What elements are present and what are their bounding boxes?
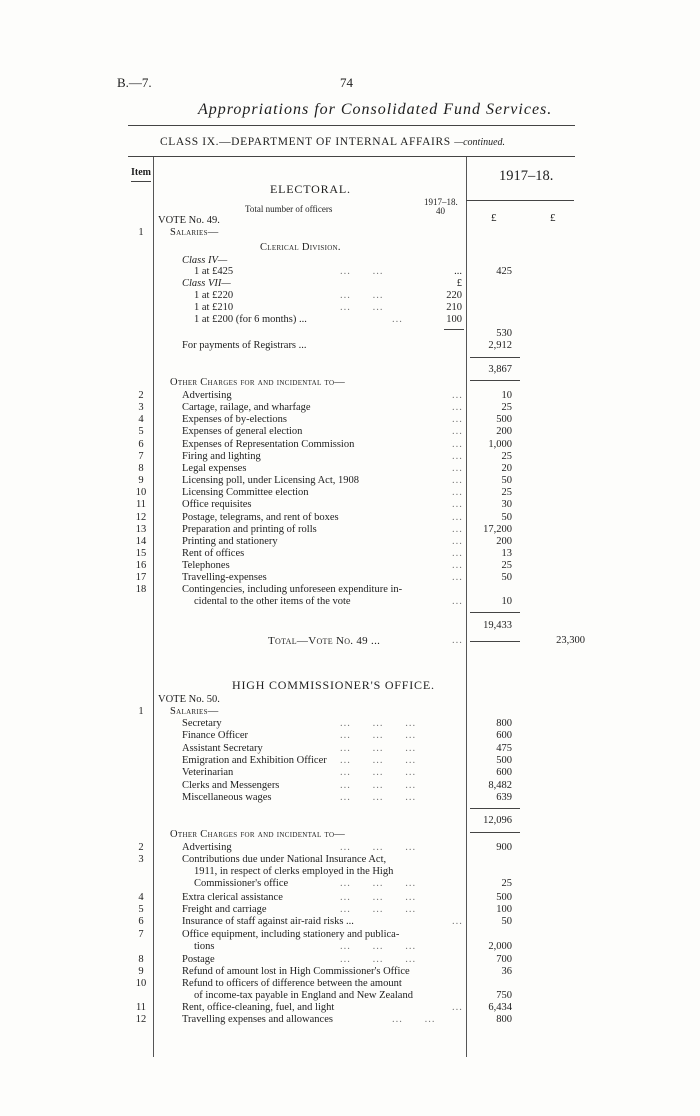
item-number: 2 [138,842,144,853]
officers-label: Total number of officers [245,204,333,214]
charge-row [0,512,700,524]
row-amount: 100 [496,904,512,915]
item-number: 1 [138,227,144,238]
leader-dots: ... [452,499,463,511]
salary-row [0,730,700,742]
class-vii-label: Class VII— [182,278,231,289]
row-desc: 1911, in respect of clerks employed in the High [194,866,394,877]
row-amount: 425 [496,266,512,277]
rule-header [128,156,575,157]
row-desc: Rent of offices [182,547,245,559]
item-number: 17 [135,572,147,584]
charge-row [0,560,700,572]
row-desc: Expenses of by-elections [182,414,287,426]
item-number: 5 [138,904,144,915]
item-number: 15 [135,547,147,559]
leader-dots: ... [392,314,403,325]
row-desc: 1 at £220 [194,290,234,301]
item-number: 18 [135,584,147,595]
row-amount: 800 [496,718,512,729]
charge-row [0,916,700,928]
row-desc: Freight and carriage [182,904,267,915]
section-title-high-commissioner: HIGH COMMISSIONER'S OFFICE. [232,678,435,692]
row-amount: 50 [501,916,512,927]
item-number: 6 [138,916,144,927]
item-number: 13 [135,523,147,535]
row-desc: Printing and stationery [182,535,278,547]
charge-row [0,929,700,941]
leader-dots: ... ... [340,266,384,277]
item-column-header: Item [131,167,151,178]
leader-dots: ... [452,596,463,607]
charge-row [0,1014,700,1026]
clerical-division-label: Clerical Division. [260,242,341,253]
charge-row [0,463,700,475]
salary-row [0,743,700,755]
row-desc: Legal expenses [182,462,247,474]
subtotal-amount: 3,867 [488,364,512,375]
row-desc: Refund of amount lost in High Commissioner's Office [182,966,410,977]
leader-dots: ... ... ... [340,878,417,889]
row-amount: 30 [501,499,512,511]
row-desc: Clerks and Messengers [182,779,280,791]
other-charges-label: Other Charges for and incidental to— [170,829,346,840]
leader-dots: ... ... ... [340,904,417,915]
leader-dots: ... [452,438,463,450]
row-desc: Miscellaneous wages [182,791,272,803]
pound-header-b: £ [550,212,556,224]
leader-dots: ... [452,390,463,401]
leader-dots: ... [452,402,463,414]
subtotal-amount: 12,096 [483,815,512,826]
item-number: 8 [138,954,144,965]
salaries-heading [0,227,700,239]
row-amount: 600 [496,730,512,742]
row-amount: 50 [501,572,512,584]
salary-row [0,780,700,792]
row-desc: tions [194,941,215,952]
row-desc: Licensing Committee election [182,487,309,499]
charge-row [0,1002,700,1014]
item-number: 9 [138,966,144,977]
row-desc: Contingencies, including unforeseen expenditure in- [182,584,403,595]
total-label: Total—Vote No. 49 ... [268,635,381,647]
row-amount: 500 [496,892,512,903]
row-amount: 200 [496,535,512,547]
row-amount: 50 [501,475,512,487]
leader-dots: ... [452,523,463,535]
salary-row [0,755,700,767]
row-desc: Travelling-expenses [182,572,267,584]
year-header-rule [466,200,574,201]
item-number: 12 [135,1014,147,1025]
charge-row-continuation [0,941,700,953]
row-amount: 25 [501,560,512,572]
row-amount: 475 [496,742,512,754]
row-sub: ... [454,266,462,277]
row-desc: Contributions due under National Insurance Act, [182,854,387,865]
item-number: 10 [135,487,147,499]
vote-49-label: VOTE No. 49. [158,215,220,226]
row-desc: Firing and lighting [182,450,261,462]
class-heading-text: CLASS IX.—DEPARTMENT OF INTERNAL AFFAIRS [160,136,451,148]
salaries-label: Salaries— [170,227,219,238]
total-amount: 23,300 [556,635,585,646]
document-reference: B.—7. [117,75,152,90]
charge-row [0,451,700,463]
row-desc: Advertising [182,842,232,853]
subtotal-amount: 19,433 [483,620,512,631]
leader-dots: ... ... ... [340,842,417,853]
row-amount: 700 [496,954,512,965]
row-desc: Preparation and printing of rolls [182,523,317,535]
leader-dots: ... ... ... [340,892,417,903]
subtotal-12096-row [0,815,700,827]
row-amount: 50 [501,511,512,523]
registrars-row [0,340,700,352]
row-sub: 210 [446,302,462,313]
leader-dots: ... [452,462,463,474]
subtotal-rule [470,808,520,809]
leader-dots: ... ... ... [340,767,417,779]
leader-dots: ... ... ... [340,791,417,803]
charge-row [0,954,700,966]
charge-row [0,892,700,904]
leader-dots: ... ... [340,290,384,301]
row-desc: Advertising [182,390,232,401]
charge-row [0,548,700,560]
charge-row [0,904,700,916]
row-amount: 8,482 [488,779,512,791]
charge-row [0,402,700,414]
year-column-header: 1917–18. [499,168,554,184]
charge-row [0,390,700,402]
row-amount: 10 [501,390,512,401]
item-number: 4 [138,892,144,903]
row-desc: cidental to the other items of the vote [194,596,351,607]
leader-dots: ... [452,572,463,584]
leader-dots: ... [452,560,463,572]
item-number: 5 [138,426,144,438]
row-amount: 200 [496,426,512,438]
officers-year: 1917–18. [424,197,458,207]
charge-row-continuation [0,596,700,608]
charge-row [0,524,700,536]
subtotal-530-row [0,328,700,340]
vote-49-heading [0,215,700,227]
charge-row [0,536,700,548]
row-desc: Telephones [182,560,230,572]
row-desc: 1 at £210 [194,302,234,313]
rule-top [128,125,575,126]
row-desc: Extra clerical assistance [182,892,283,903]
subtotal-3867-row [0,364,700,376]
row-amount: 25 [501,487,512,499]
leader-dots: ... ... ... [340,742,417,754]
leader-dots: ... [452,635,463,646]
row-amount: 800 [496,1014,512,1025]
row-desc: Emigration and Exhibition Officer [182,754,327,766]
other-charges-heading [0,829,700,841]
row-desc: Secretary [182,718,222,729]
item-number: 1 [138,706,144,717]
row-desc: Refund to officers of difference between the amount [182,978,402,989]
row-sub: 220 [446,290,462,301]
class-heading [160,136,505,148]
row-desc: Expenses of general election [182,426,303,438]
pound-sign: £ [456,278,462,289]
salary-row [0,767,700,779]
row-desc: Cartage, railage, and wharfage [182,402,311,414]
subtotal-19433-row [0,620,700,632]
row-desc: 1 at £425 [194,266,234,277]
charge-row [0,499,700,511]
row-amount: 10 [501,596,512,607]
charge-row [0,439,700,451]
charge-row [0,966,700,978]
item-number: 11 [135,499,147,511]
row-desc: Postage [182,954,215,965]
row-amount: 500 [496,754,512,766]
row-desc: Office requisites [182,499,252,511]
row-desc: Postage, telegrams, and rent of boxes [182,511,339,523]
row-desc: Finance Officer [182,730,248,742]
row-desc: of income-tax payable in England and New Zealand [194,990,413,1001]
item-number: 4 [138,414,144,426]
row-desc: Travelling expenses and allowances [182,1014,333,1025]
leader-dots: ... ... ... [340,754,417,766]
row-amount: 500 [496,414,512,426]
row-desc: Licensing poll, under Licensing Act, 1908 [182,475,360,487]
row-amount: 25 [501,878,512,889]
charge-row [0,584,700,596]
row-amount: 639 [496,791,512,803]
leader-dots: ... [452,547,463,559]
row-amount: 20 [501,462,512,474]
row-desc: For payments of Registrars ... [182,340,307,351]
item-number: 11 [135,1002,147,1013]
row-amount: 25 [501,402,512,414]
row-amount: 750 [496,990,512,1001]
class-vii-heading [0,278,700,290]
salaries-label: Salaries— [170,706,219,717]
leader-dots: ... [452,916,463,927]
row-desc: Commissioner's office [194,878,289,889]
charge-row [0,426,700,438]
row-desc: 1 at £200 (for 6 months) ... [194,314,307,325]
charge-row [0,487,700,499]
leader-dots: ... [452,1002,463,1013]
vote-50-label: VOTE No. 50. [158,694,220,705]
total-rule [470,641,520,642]
charge-row [0,854,700,866]
salary-row-210 [0,302,700,314]
section-title-electoral: ELECTORAL. [270,182,351,196]
other-charges-heading [0,377,700,389]
row-amount: 6,434 [488,1002,512,1013]
row-amount: 25 [501,450,512,462]
vote-49-total-row [0,635,700,647]
leader-dots: ... [452,414,463,426]
officers-count: 40 [436,206,445,216]
subtotal-rule [470,612,520,613]
leader-dots: ... ... [392,1014,436,1025]
row-desc: Expenses of Representation Commission [182,438,355,450]
row-amount: 2,912 [488,340,512,351]
other-charges-label: Other Charges for and incidental to— [170,377,346,388]
row-desc: Assistant Secretary [182,742,263,754]
pound-header-a: £ [491,212,497,224]
salaries-heading [0,706,700,718]
leader-dots: ... ... ... [340,941,417,952]
row-desc: Office equipment, including stationery and publica- [182,929,400,940]
subtotal-rule [470,357,520,358]
charge-row [0,414,700,426]
item-number: 2 [138,390,144,401]
continued-note: —continued. [454,137,506,148]
salary-row-425 [0,266,700,278]
item-number: 3 [138,402,144,414]
leader-dots: ... [452,426,463,438]
charge-row [0,978,700,990]
subtotal-amount: 530 [496,328,512,339]
row-amount: 17,200 [483,523,512,535]
leader-dots: ... ... ... [340,954,417,965]
item-number: 7 [138,929,144,940]
item-header-rule [131,181,151,182]
salary-row [0,718,700,730]
leader-dots: ... [452,475,463,487]
class-iv-label: Class IV— [182,255,228,266]
salary-row-220 [0,290,700,302]
leader-dots: ... [452,487,463,499]
charge-row-continuation [0,866,700,878]
item-number: 7 [138,450,144,462]
leader-dots: ... [452,511,463,523]
row-amount: 36 [501,966,512,977]
row-amount: 2,000 [488,941,512,952]
charge-row-continuation [0,878,700,890]
leader-dots: ... ... ... [340,779,417,791]
row-sub: 100 [446,314,462,325]
item-number: 6 [138,438,144,450]
salary-row [0,792,700,804]
row-amount: 13 [501,547,512,559]
leader-dots: ... ... [340,302,384,313]
row-amount: 600 [496,767,512,779]
leader-dots: ... ... ... [340,718,417,729]
row-amount: 900 [496,842,512,853]
leader-dots: ... [452,450,463,462]
item-number: 16 [135,560,147,572]
item-number: 12 [135,511,147,523]
item-number: 8 [138,462,144,474]
vote-50-heading [0,694,700,706]
row-amount: 1,000 [488,438,512,450]
leader-dots: ... ... ... [340,730,417,742]
page-number: 74 [340,75,353,90]
item-number: 3 [138,854,144,865]
item-number: 14 [135,535,147,547]
charge-row [0,475,700,487]
leader-dots: ... [452,535,463,547]
charge-row [0,572,700,584]
row-desc: Insurance of staff against air-raid risks ... [182,916,354,927]
item-number: 9 [138,475,144,487]
row-desc: Rent, office-cleaning, fuel, and light [182,1002,335,1013]
row-desc: Veterinarian [182,767,234,779]
charge-row-continuation [0,990,700,1002]
item-number: 10 [135,978,147,989]
salary-row-200 [0,314,700,326]
page-subtitle: Appropriations for Consolidated Fund Services. [198,101,553,118]
charge-row [0,842,700,854]
clerical-division-heading [0,242,700,254]
